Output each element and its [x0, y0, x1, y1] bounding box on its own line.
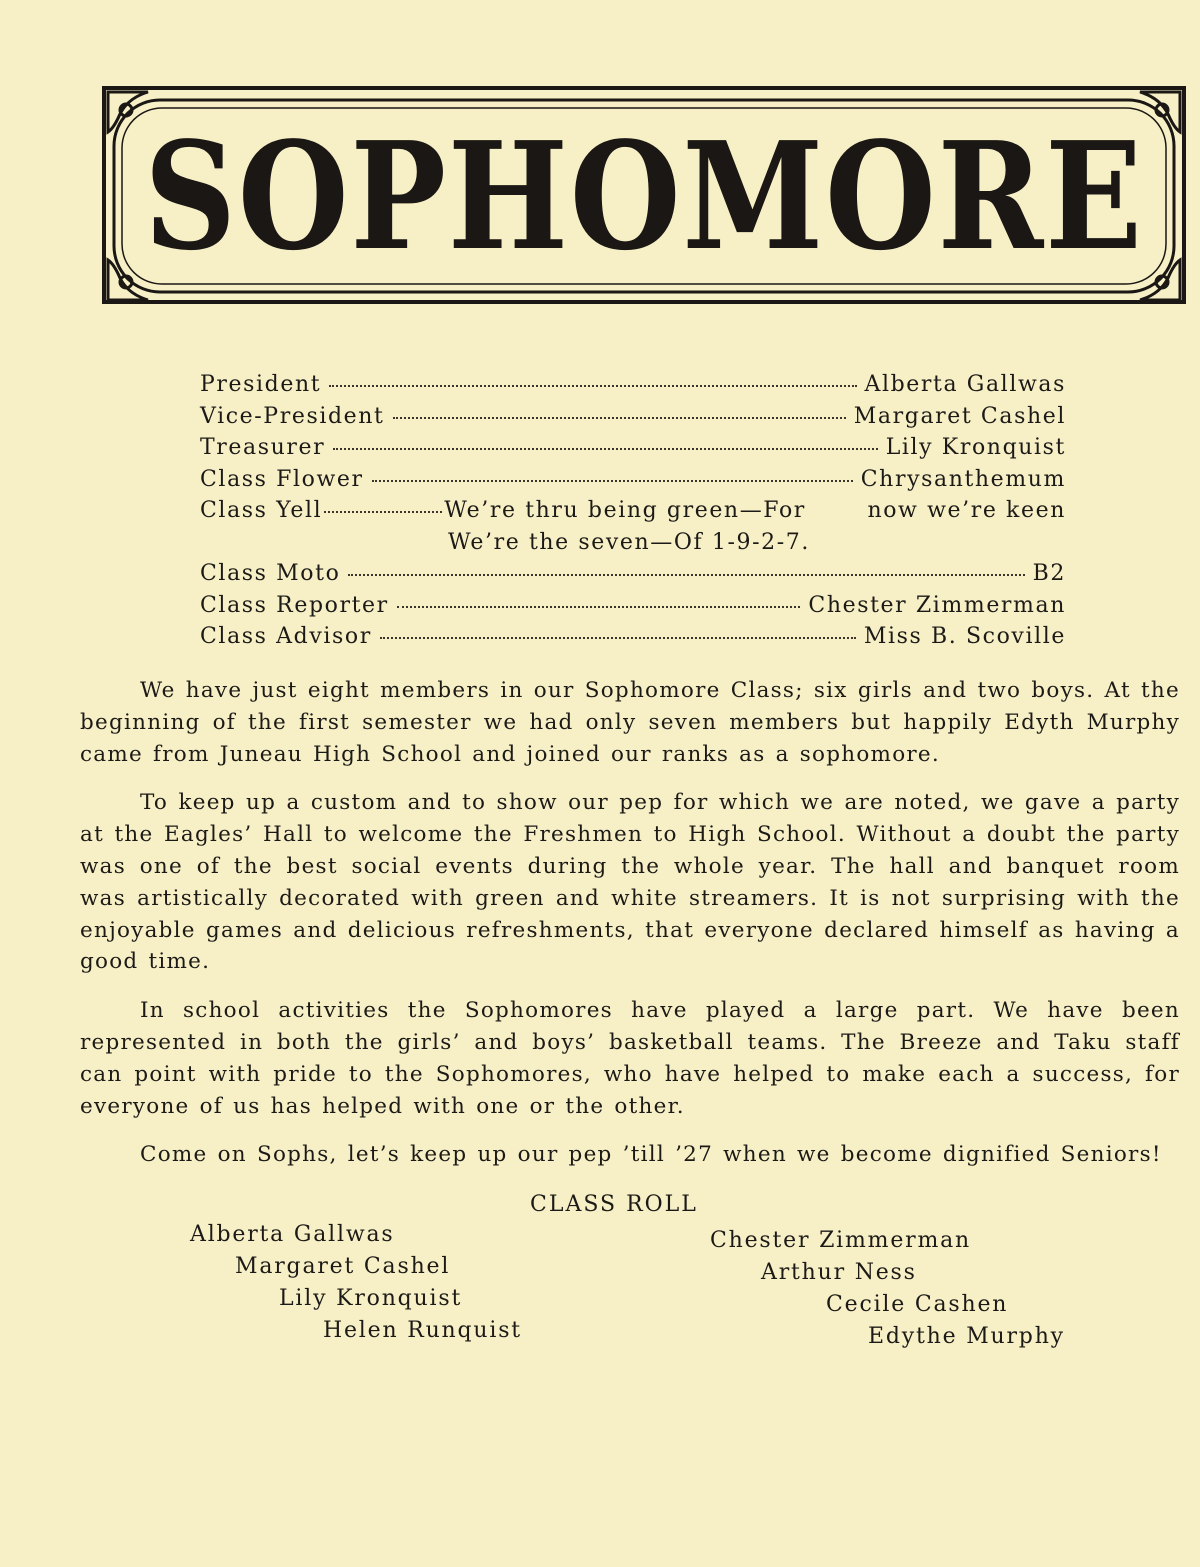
leader-dots: [348, 574, 1024, 576]
officer-label: Class Flower: [200, 466, 364, 492]
leader-dots: [333, 448, 877, 450]
class-roll-name: Arthur Ness: [761, 1260, 917, 1285]
article-body: [80, 675, 1180, 1188]
paragraph: In school activities the Sophomores have played a large part. We have been represented in both the girls’ and boys’ basketball teams. The Breeze and Taku staff can point with pride to the Sophomores, who have helped to make each a success, for everyone of us has helped with one or the other.: [80, 998, 1180, 1119]
leader-dots: [324, 511, 442, 513]
officer-row-class-flower: [200, 467, 1066, 499]
class-roll-name: Edythe Murphy: [868, 1324, 1065, 1349]
class-yell-line-2: [200, 530, 1066, 562]
paragraph: We have just eight members in our Sophomore Class; six girls and two boys. At the beginning of the first semester we had only seven members but happily Edyth Murphy came from Juneau High School and joined our ranks as a sophomore.: [80, 678, 1180, 767]
class-roll-right-column: [710, 1228, 1065, 1356]
class-roll-name: Lily Kronquist: [279, 1286, 463, 1311]
class-roll-name: Cecile Cashen: [826, 1292, 1009, 1317]
officer-row-treasurer: [200, 435, 1066, 467]
officer-list: [200, 372, 1066, 656]
class-yell-line-1: [444, 498, 1066, 523]
class-yell-text-right: now we’re keen: [867, 498, 1066, 523]
officer-label: Class Advisor: [200, 624, 372, 649]
officer-value: Margaret Cashel: [853, 403, 1066, 429]
leader-dots: [380, 637, 856, 639]
officer-label: Class Moto: [200, 561, 341, 586]
officer-row-class-moto: [200, 561, 1066, 593]
paragraph: To keep up a custom and to show our pep for which we are noted, we gave a party at the Eagles’ Hall to welcome the Freshmen to High School. Without a doubt the party was one of the best social events during the whole year. The hall and banquet room was artistically decorated with green and white streamers. It is not surprising with the enjoyable games and delicious refreshments, that everyone declared himself as having a good time.: [80, 790, 1180, 975]
officer-row-class-advisor: [200, 624, 1066, 656]
officer-label: Class Yell: [200, 498, 323, 523]
officer-row-president: [200, 372, 1066, 404]
officer-value: Alberta Gallwas: [864, 372, 1066, 397]
class-roll-name: Chester Zimmerman: [710, 1228, 972, 1253]
paragraph: Come on Sophs, let’s keep up our pep ’till ’27 when we become dignified Seniors!: [140, 1142, 1162, 1168]
officer-label: Class Reporter: [200, 592, 389, 618]
page-title: SOPHOMORE: [144, 109, 1144, 283]
class-roll-name: Helen Runquist: [323, 1318, 522, 1343]
officer-value: Chester Zimmerman: [808, 592, 1066, 618]
officer-value: B2: [1032, 561, 1066, 586]
title-banner: [100, 84, 1188, 308]
leader-dots: [393, 417, 846, 419]
officer-label: President: [200, 372, 322, 397]
officer-row-vice-president: [200, 404, 1066, 436]
officer-row-class-yell: [200, 498, 1066, 530]
class-yell-text: We’re the seven—Of 1-9-2-7.: [448, 529, 810, 555]
officer-label: Vice-President: [200, 403, 385, 429]
leader-dots: [329, 385, 856, 387]
officer-label: Treasurer: [200, 435, 326, 460]
officer-row-class-reporter: [200, 593, 1066, 625]
class-roll-left-column: [190, 1222, 522, 1350]
officer-value: Chrysanthemum: [860, 466, 1066, 492]
class-yell-text-left: We’re thru being green—For: [444, 498, 806, 523]
class-roll-heading: CLASS ROLL: [530, 1192, 698, 1217]
officer-value: Miss B. Scoville: [863, 624, 1066, 649]
class-roll-name: Alberta Gallwas: [190, 1222, 395, 1247]
class-roll-name: Margaret Cashel: [235, 1254, 451, 1279]
leader-dots: [397, 606, 801, 608]
leader-dots: [372, 480, 853, 482]
officer-value: Lily Kronquist: [885, 435, 1066, 460]
